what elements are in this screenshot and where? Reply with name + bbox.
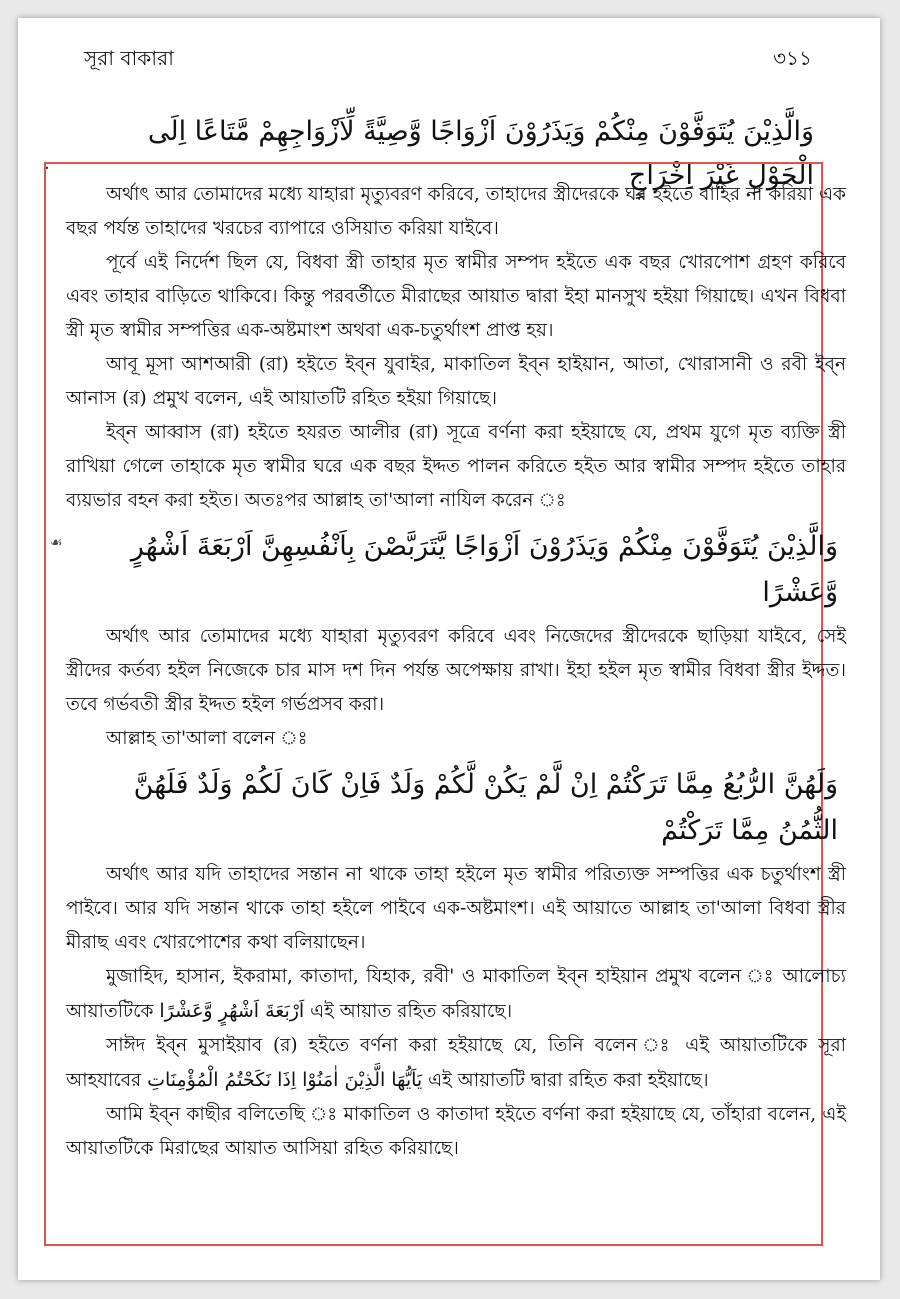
inline-arabic: اَرْبَعَةَ اَشْهُرٍ وَّعَشْرًا	[159, 1000, 305, 1022]
paragraph: ইব্ন আব্বাস (রা) হইতে হযরত আলীর (রা) সূত্রে বর্ণনা করা হইয়াছে যে, প্রথম যুগে মৃত ব্যক্তি স্ত্রী রাখিয়া গেলে তাহাকে মৃত স্বামীর ঘরে এক বছর ইদ্দত পালন করিতে হইত আর স্বামীর সম্পদ হইতে তাহার ব্যয়ভার বহন করা হইত। অতঃপর আল্লাহ তা'আলা নাযিল করেন ঃ	[66, 422, 846, 511]
paragraph: আল্লাহ তা'আলা বলেন ঃ	[106, 728, 308, 749]
paragraph	[66, 960, 846, 1029]
main-text	[66, 178, 846, 1166]
paragraph: আমি ইব্ন কাছীর বলিতেছি ঃ মাকাতিল ও কাতাদা হইতে বর্ণনা করা হইয়াছে যে, তাঁহারা বলেন, এই আয়াতটিকে মিরাছের আয়াত আসিয়া রহিত করিয়াছে।	[66, 1104, 846, 1159]
arabic-verse: وَالَّذِيْنَ يُتَوَفَّوْنَ مِنْكُمْ وَيَذَرُوْنَ اَزْوَاجًا يَّتَرَبَّصْنَ بِاَنْفُسِهِنَّ اَرْبَعَةَ اَشْهُرٍ وَّعَشْرًا	[130, 531, 838, 608]
page-number: ৩১১	[773, 46, 812, 70]
page-header	[84, 44, 812, 77]
paragraph: অর্থাৎ আর যদি তাহাদের সন্তান না থাকে তাহা হইলে মৃত স্বামীর পরিত্যক্ত সম্পত্তির এক চতুর্থাংশ স্ত্রী পাইবে। আর যদি সন্তান থাকে তাহা হইলে পাইবে এক-অষ্টমাংশ। এই আয়াতে আল্লাহ তা'আলা বিধবা স্ত্রীর মীরাছ এবং খোরপোশের কথা বলিয়াছেন।	[66, 864, 846, 953]
arabic-verse-top: وَالَّذِيْنَ يُتَوَفَّوْنَ مِنْكُمْ وَيَذَرُوْنَ اَزْوَاجًا وَّصِيَّةً لِّاَزْوَاجِهِمْ مَّتَاعًا اِلَى الْحَوْلِ غَيْرَ اِخْرَاجٍ	[147, 116, 814, 191]
paragraph-text: সাঈদ ইব্ন মুসাইয়াব (র) হইতে বর্ণনা করা হইয়াছে যে, তিনি বলেন ঃ এই আয়াতটিকে সূরা আহযাবের	[66, 1035, 846, 1091]
inline-arabic: يَاَيُّهَا الَّذِيْنَ اٰمَنُوْا اِذَا نَكَحْتُمُ الْمُؤْمِنَاتِ	[147, 1069, 423, 1091]
paragraph: পূর্বে এই নির্দেশ ছিল যে, বিধবা স্ত্রী তাহার মৃত স্বামীর সম্পদ হইতে এক বছর খোরপোশ গ্রহণ করিবে এবং তাহার বাড়িতে থাকিবে। কিন্তু পরবর্তীতে মীরাছের আয়াত দ্বারা ইহা মানসুখ হইয়া গিয়াছে। এখন বিধবা স্ত্রী মৃত স্বামীর সম্পত্তির এক-অষ্টমাংশ অথবা এক-চতুর্থাংশ প্রাপ্ত হয়।	[66, 252, 846, 341]
chapter-title: সূরা বাকারা	[84, 46, 174, 70]
paragraph	[66, 1029, 846, 1098]
paragraph: আবূ মূসা আশআরী (রা) হইতে ইব্ন যুবাইর, মাকাতিল ইব্ন হাইয়ান, আতা, খোরাসানী ও রবী ইব্ন আনাস (র) প্রমুখ বলেন, এই আয়াতটি রহিত হইয়া গিয়াছে।	[66, 354, 846, 409]
arabic-verse: وَلَهُنَّ الرُّبُعُ مِمَّا تَرَكْتُمْ اِنْ لَّمْ يَكُنْ لَّكُمْ وَلَدٌ فَاِنْ كَانَ لَكُمْ وَلَدٌ فَلَهُنَّ الثُّمُنُ مِمَّا تَرَكْتُمْ	[133, 769, 838, 846]
paragraph: অর্থাৎ আর তোমাদের মধ্যে যাহারা মৃত্যুবরণ করিবে, তাহাদের স্ত্রীদেরকে ঘর হইতে বাহির না করিয়া এক বছর পর্যন্ত তাহাদের খরচের ব্যাপারে ওসিয়াত করিয়া যাইবে।	[66, 184, 846, 239]
paragraph-text: এই আয়াত রহিত করিয়াছে।	[310, 1001, 513, 1022]
margin-ornament-icon: ☙	[50, 535, 63, 551]
paragraph: অর্থাৎ আর তোমাদের মধ্যে যাহারা মৃত্যুবরণ করিবে এবং নিজেদের স্ত্রীদেরকে ছাড়িয়া যাইবে, সেই স্ত্রীদের কর্তব্য হইল নিজেকে চার মাস দশ দিন পর্যন্ত অপেক্ষায় রাখা। ইহা হইল মৃত স্বামীর বিধবা স্ত্রীর ইদ্দত। তবে গর্ভবতী স্ত্রীর ইদ্দত হইল গর্ভপ্রসব করা।	[66, 626, 846, 715]
paragraph-text: মুজাহিদ, হাসান, ইকরামা, কাতাদা, যিহাক, রবী' ও মাকাতিল ইব্ন হাইয়ান প্রমুখ বলেন ঃ আলোচ্য আয়াতটিকে	[66, 966, 846, 1022]
paragraph-text: এই আয়াতটি দ্বারা রহিত করা হইয়াছে।	[428, 1070, 709, 1091]
margin-dot: ·	[44, 158, 50, 179]
